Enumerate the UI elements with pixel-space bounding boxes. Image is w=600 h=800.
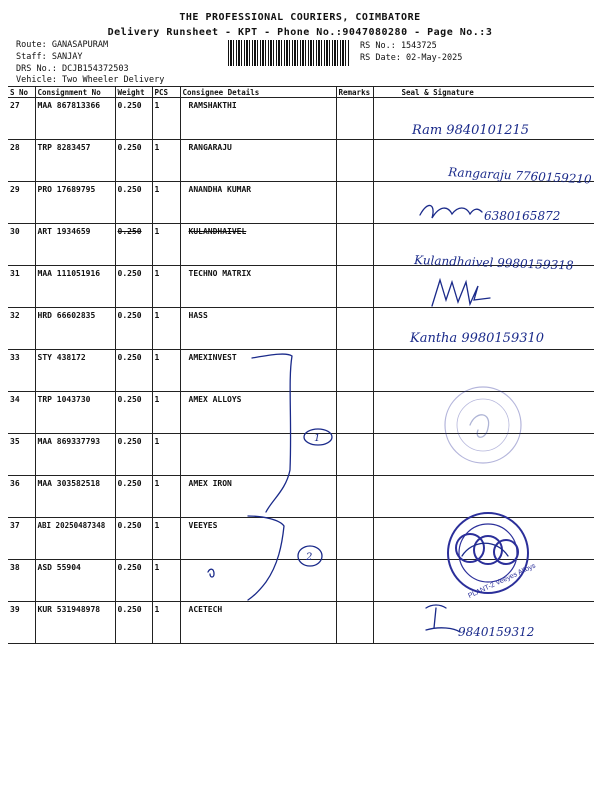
pcs-cell: 1 [152,140,180,182]
pcs-cell: 1 [152,350,180,392]
weight-cell: 0.250 [115,266,152,308]
seal-text: PLANT-2 Veeyes Alloys [467,562,537,600]
weight-cell: 0.250 [115,434,152,476]
pcs-cell: 1 [152,602,180,644]
signature-scribble-row-39 [426,605,460,632]
consignee-value: KULANDHAIVEL [188,227,247,236]
consignment-cell: TRP 8283457 [35,140,115,182]
sno-cell: 29 [8,182,35,224]
pcs-cell: 1 [152,392,180,434]
signature-row-30: Kulandhaivel 9980159318 [413,253,574,273]
sno-cell: 27 [8,98,35,140]
consignment-cell: PRO 17689795 [35,182,115,224]
vehicle-label: Vehicle: Two Wheeler Delivery [16,75,165,85]
sno-cell: 33 [8,350,35,392]
consignment-cell: HRD 66602835 [35,308,115,350]
sno-cell: 36 [8,476,35,518]
rs-number: RS No.: 1543725 [360,41,437,51]
consignment-cell: ABI 20250487348 [35,518,115,560]
consignment-cell: MAA 303582518 [35,476,115,518]
consignee-cell: AMEXINVEST [180,350,336,392]
runsheet-subtitle: Delivery Runsheet - KPT - Phone No.:9047080280 - Page No.:3 [107,27,493,38]
weight-cell: 0.250 [115,350,152,392]
consignee-cell: RAMSHAKTHI [180,98,336,140]
ink-tick [208,569,214,577]
pcs-cell: 1 [152,476,180,518]
company-title: THE PROFESSIONAL COURIERS, COIMBATORE [179,12,421,23]
col-weight: Weight [115,87,152,98]
consignment-cell: MAA 111051916 [35,266,115,308]
circled-label-2: 2 [306,552,313,563]
sno-cell: 30 [8,224,35,266]
sno-cell: 38 [8,560,35,602]
pcs-cell: 1 [152,224,180,266]
signature-row-32: Kantha 9980159310 [410,331,545,346]
faint-stamp-row-34 [445,387,521,463]
pcs-cell: 1 [152,518,180,560]
col-sno: S No [8,87,35,98]
weight-cell: 0.250 [115,602,152,644]
signature-row-29: 6380165872 [484,209,561,223]
consignment-cell: STY 438172 [35,350,115,392]
consignee-cell: AMEX ALLOYS [180,392,336,434]
sno-cell: 39 [8,602,35,644]
sno-cell: 35 [8,434,35,476]
rs-date: RS Date: 02-May-2025 [360,53,463,63]
weight-cell: 0.250 [115,98,152,140]
sno-cell: 37 [8,518,35,560]
consignee-cell: TECHNO MATRIX [180,266,336,308]
sno-cell: 31 [8,266,35,308]
sno-cell: 28 [8,140,35,182]
weight-cell: 0.250 [115,182,152,224]
consignee-cell: AMEX IRON [180,476,336,518]
consignee-cell: RANGARAJU [180,140,336,182]
consignee-cell: HASS [180,308,336,350]
consignment-cell: KUR 531948978 [35,602,115,644]
weight-value: 0.250 [117,227,142,236]
consignee-cell: ACETECH [180,602,336,644]
sno-cell: 32 [8,308,35,350]
col-consignment: Consignment No [35,87,115,98]
weight-cell: 0.250 [115,140,152,182]
circled-label-1: 1 [314,433,321,444]
weight-cell: 0.250 [115,476,152,518]
signature-scribble-row-31 [432,280,490,306]
consignment-cell: ASD 55904 [35,560,115,602]
weight-cell: 0.250 [115,518,152,560]
signature-row-39: 9840159312 [458,625,535,639]
sno-cell: 34 [8,392,35,434]
pcs-cell: 1 [152,434,180,476]
signature-scribble-row-29 [420,205,482,218]
weight-cell: 0.250 [115,392,152,434]
consignee-cell: ANANDHA KUMAR [180,182,336,224]
consignment-cell: TRP 1043730 [35,392,115,434]
pcs-cell: 1 [152,560,180,602]
bracket-mark-2 [248,516,284,600]
drs-label: DRS No.: DCJB154372503 [16,64,129,74]
company-seal [448,513,537,600]
signature-row-27: Ram 9840101215 [412,123,530,138]
staff-label: Staff: SANJAY [16,52,83,62]
weight-cell: 0.250 [115,308,152,350]
bracket-mark-1 [252,354,292,512]
consignment-cell: MAA 867813366 [35,98,115,140]
consignee-cell: VEEYES [180,518,336,560]
signature-row-28: Rangaraju 7760159210 [447,165,592,187]
route-label: Route: GANASAPURAM [16,40,109,50]
col-seal-signature: Seal & Signature [373,87,594,98]
col-consignee: Consignee Details [180,87,336,98]
weight-cell: 0.250 [115,560,152,602]
consignment-cell: MAA 869337793 [35,434,115,476]
pcs-cell: 1 [152,266,180,308]
consignment-cell: ART 1934659 [35,224,115,266]
col-remarks: Remarks [336,87,373,98]
pcs-cell: 1 [152,182,180,224]
pcs-cell: 1 [152,308,180,350]
col-pcs: PCS [152,87,180,98]
pcs-cell: 1 [152,98,180,140]
